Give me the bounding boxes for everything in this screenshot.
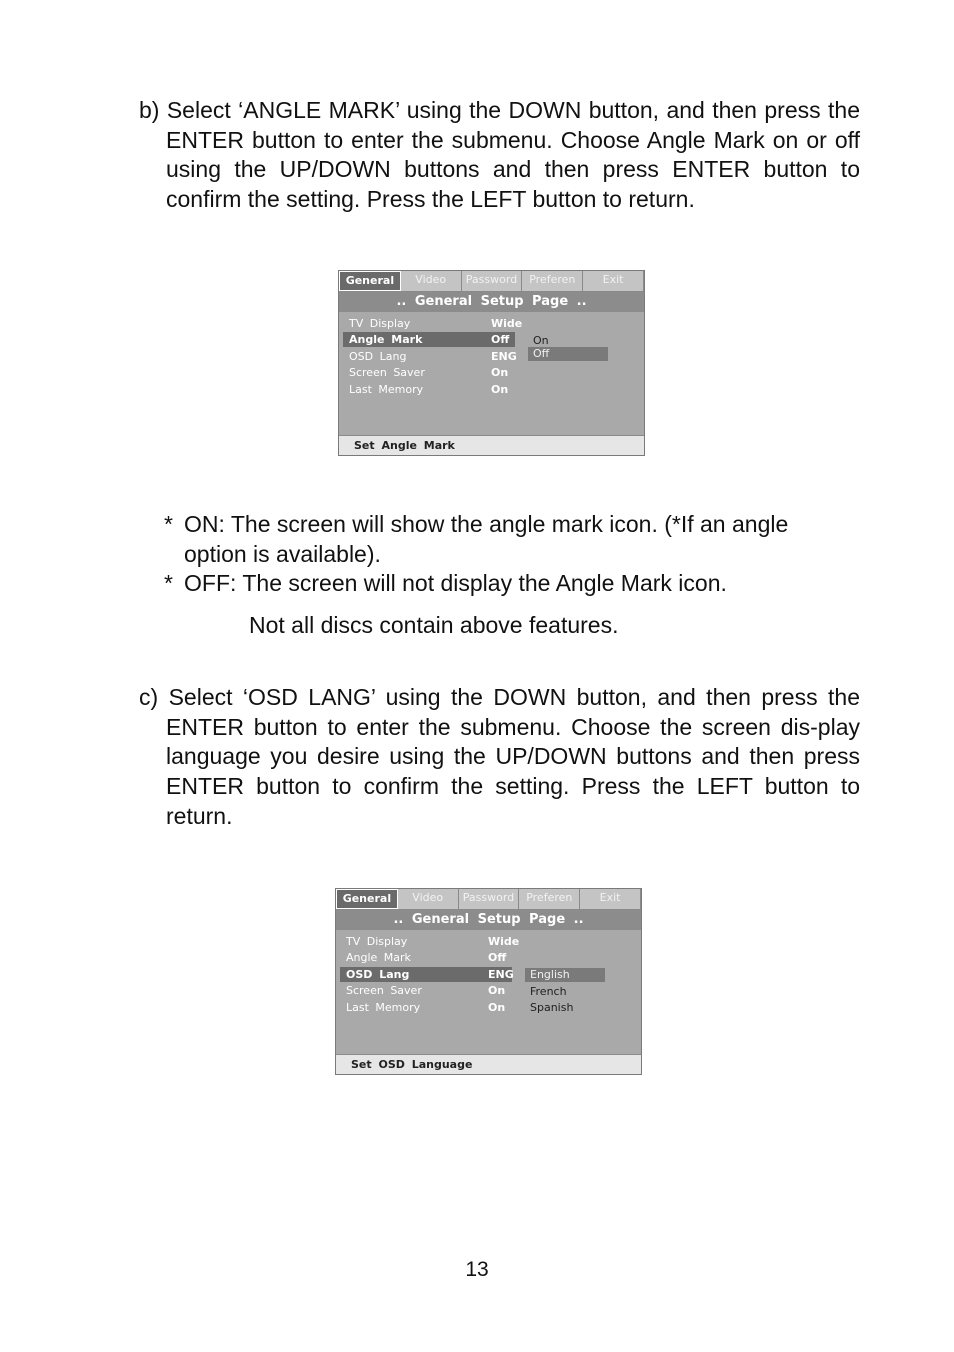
menu-row-screen-saver [343, 365, 515, 380]
menu-row-value: On [491, 366, 509, 379]
menu-row-screen-saver [340, 983, 512, 998]
menu-row-value: Off [488, 951, 507, 964]
tab-general: General [339, 271, 401, 291]
menu-row-osd-lang [343, 349, 515, 364]
menu-row-value: Off [491, 333, 510, 346]
osd-page-header: .. General Setup Page .. [339, 292, 644, 312]
page-number: 13 [465, 1258, 489, 1281]
menu-row-last-memory [340, 1000, 512, 1015]
menu-row-label: OSD Lang [346, 968, 410, 981]
submenu-option-spanish: Spanish [530, 1001, 574, 1014]
menu-row-value: On [488, 1001, 506, 1014]
tab-video: Video [398, 889, 459, 909]
menu-row-label: TV Display [346, 935, 408, 948]
menu-row-value: On [491, 383, 509, 396]
menu-row-label: Screen Saver [349, 366, 425, 379]
submenu-option-french: French [530, 985, 567, 998]
menu-row-value: ENG [488, 968, 514, 981]
bullet-on [164, 510, 864, 569]
bullet-star: * [164, 511, 173, 537]
osd-menu-angle-mark [338, 270, 645, 456]
tab-general: General [336, 889, 398, 909]
bullet-off-text: OFF: The screen will not display the Angle Mark icon. [184, 570, 727, 596]
bullet-off [164, 569, 864, 599]
menu-row-value: Wide [491, 317, 523, 330]
menu-row-last-memory [343, 382, 515, 397]
menu-row-label: Last Memory [346, 1001, 421, 1014]
menu-row-label: Last Memory [349, 383, 424, 396]
osd-menu-body [336, 930, 641, 1074]
menu-row-angle-mark [343, 332, 515, 347]
tab-preferences: Preferen [519, 889, 580, 909]
bullet-on-line2: option is available). [184, 540, 381, 567]
menu-row-tv-display [340, 934, 520, 949]
section-b-paragraph [139, 96, 860, 215]
tab-preferences: Preferen [522, 271, 583, 291]
tab-exit: Exit [580, 889, 641, 909]
menu-row-value: ENG [491, 350, 517, 363]
section-c-text: c) Select ‘OSD LANG’ using the DOWN button, and then press the ENTER button to enter the submenu. Choose the screen dis-play language you desire using the UP/DOWN buttons and then press ENTER button to confirm the setting. Press the LEFT button to return. [139, 684, 860, 829]
submenu-option-off: Off [528, 347, 608, 361]
submenu-option-on: On [533, 334, 549, 347]
menu-row-tv-display [343, 316, 523, 331]
section-c-paragraph [139, 683, 860, 832]
menu-row-label: Angle Mark [349, 333, 423, 346]
tab-video: Video [401, 271, 462, 291]
submenu-option-english: English [525, 968, 605, 982]
osd-help-footer: Set Angle Mark [339, 435, 644, 455]
menu-row-label: Screen Saver [346, 984, 422, 997]
menu-row-label: TV Display [349, 317, 411, 330]
osd-tab-bar [339, 271, 644, 292]
menu-row-value: Wide [488, 935, 520, 948]
menu-row-value: On [488, 984, 506, 997]
osd-menu-osd-language [335, 888, 642, 1075]
osd-page-header: .. General Setup Page .. [336, 910, 641, 930]
bullet-star: * [164, 570, 173, 596]
menu-row-osd-lang [340, 967, 512, 982]
osd-tab-bar [336, 889, 641, 910]
menu-row-angle-mark [340, 950, 512, 965]
tab-password: Password [459, 889, 520, 909]
section-b-text: b) Select ‘ANGLE MARK’ using the DOWN button, and then press the ENTER button to enter the submenu. Choose Angle Mark on or off using the UP/DOWN buttons and then press ENTER button to confirm the setting. Press the LEFT button to return. [139, 97, 860, 213]
tab-exit: Exit [583, 271, 644, 291]
features-note: Not all discs contain above features. [249, 612, 619, 638]
menu-row-label: Angle Mark [346, 951, 411, 964]
osd-help-footer: Set OSD Language [336, 1054, 641, 1074]
menu-row-label: OSD Lang [349, 350, 407, 363]
bullet-on-line1: ON: The screen will show the angle mark icon. (*If an angle [184, 511, 789, 537]
tab-password: Password [462, 271, 523, 291]
